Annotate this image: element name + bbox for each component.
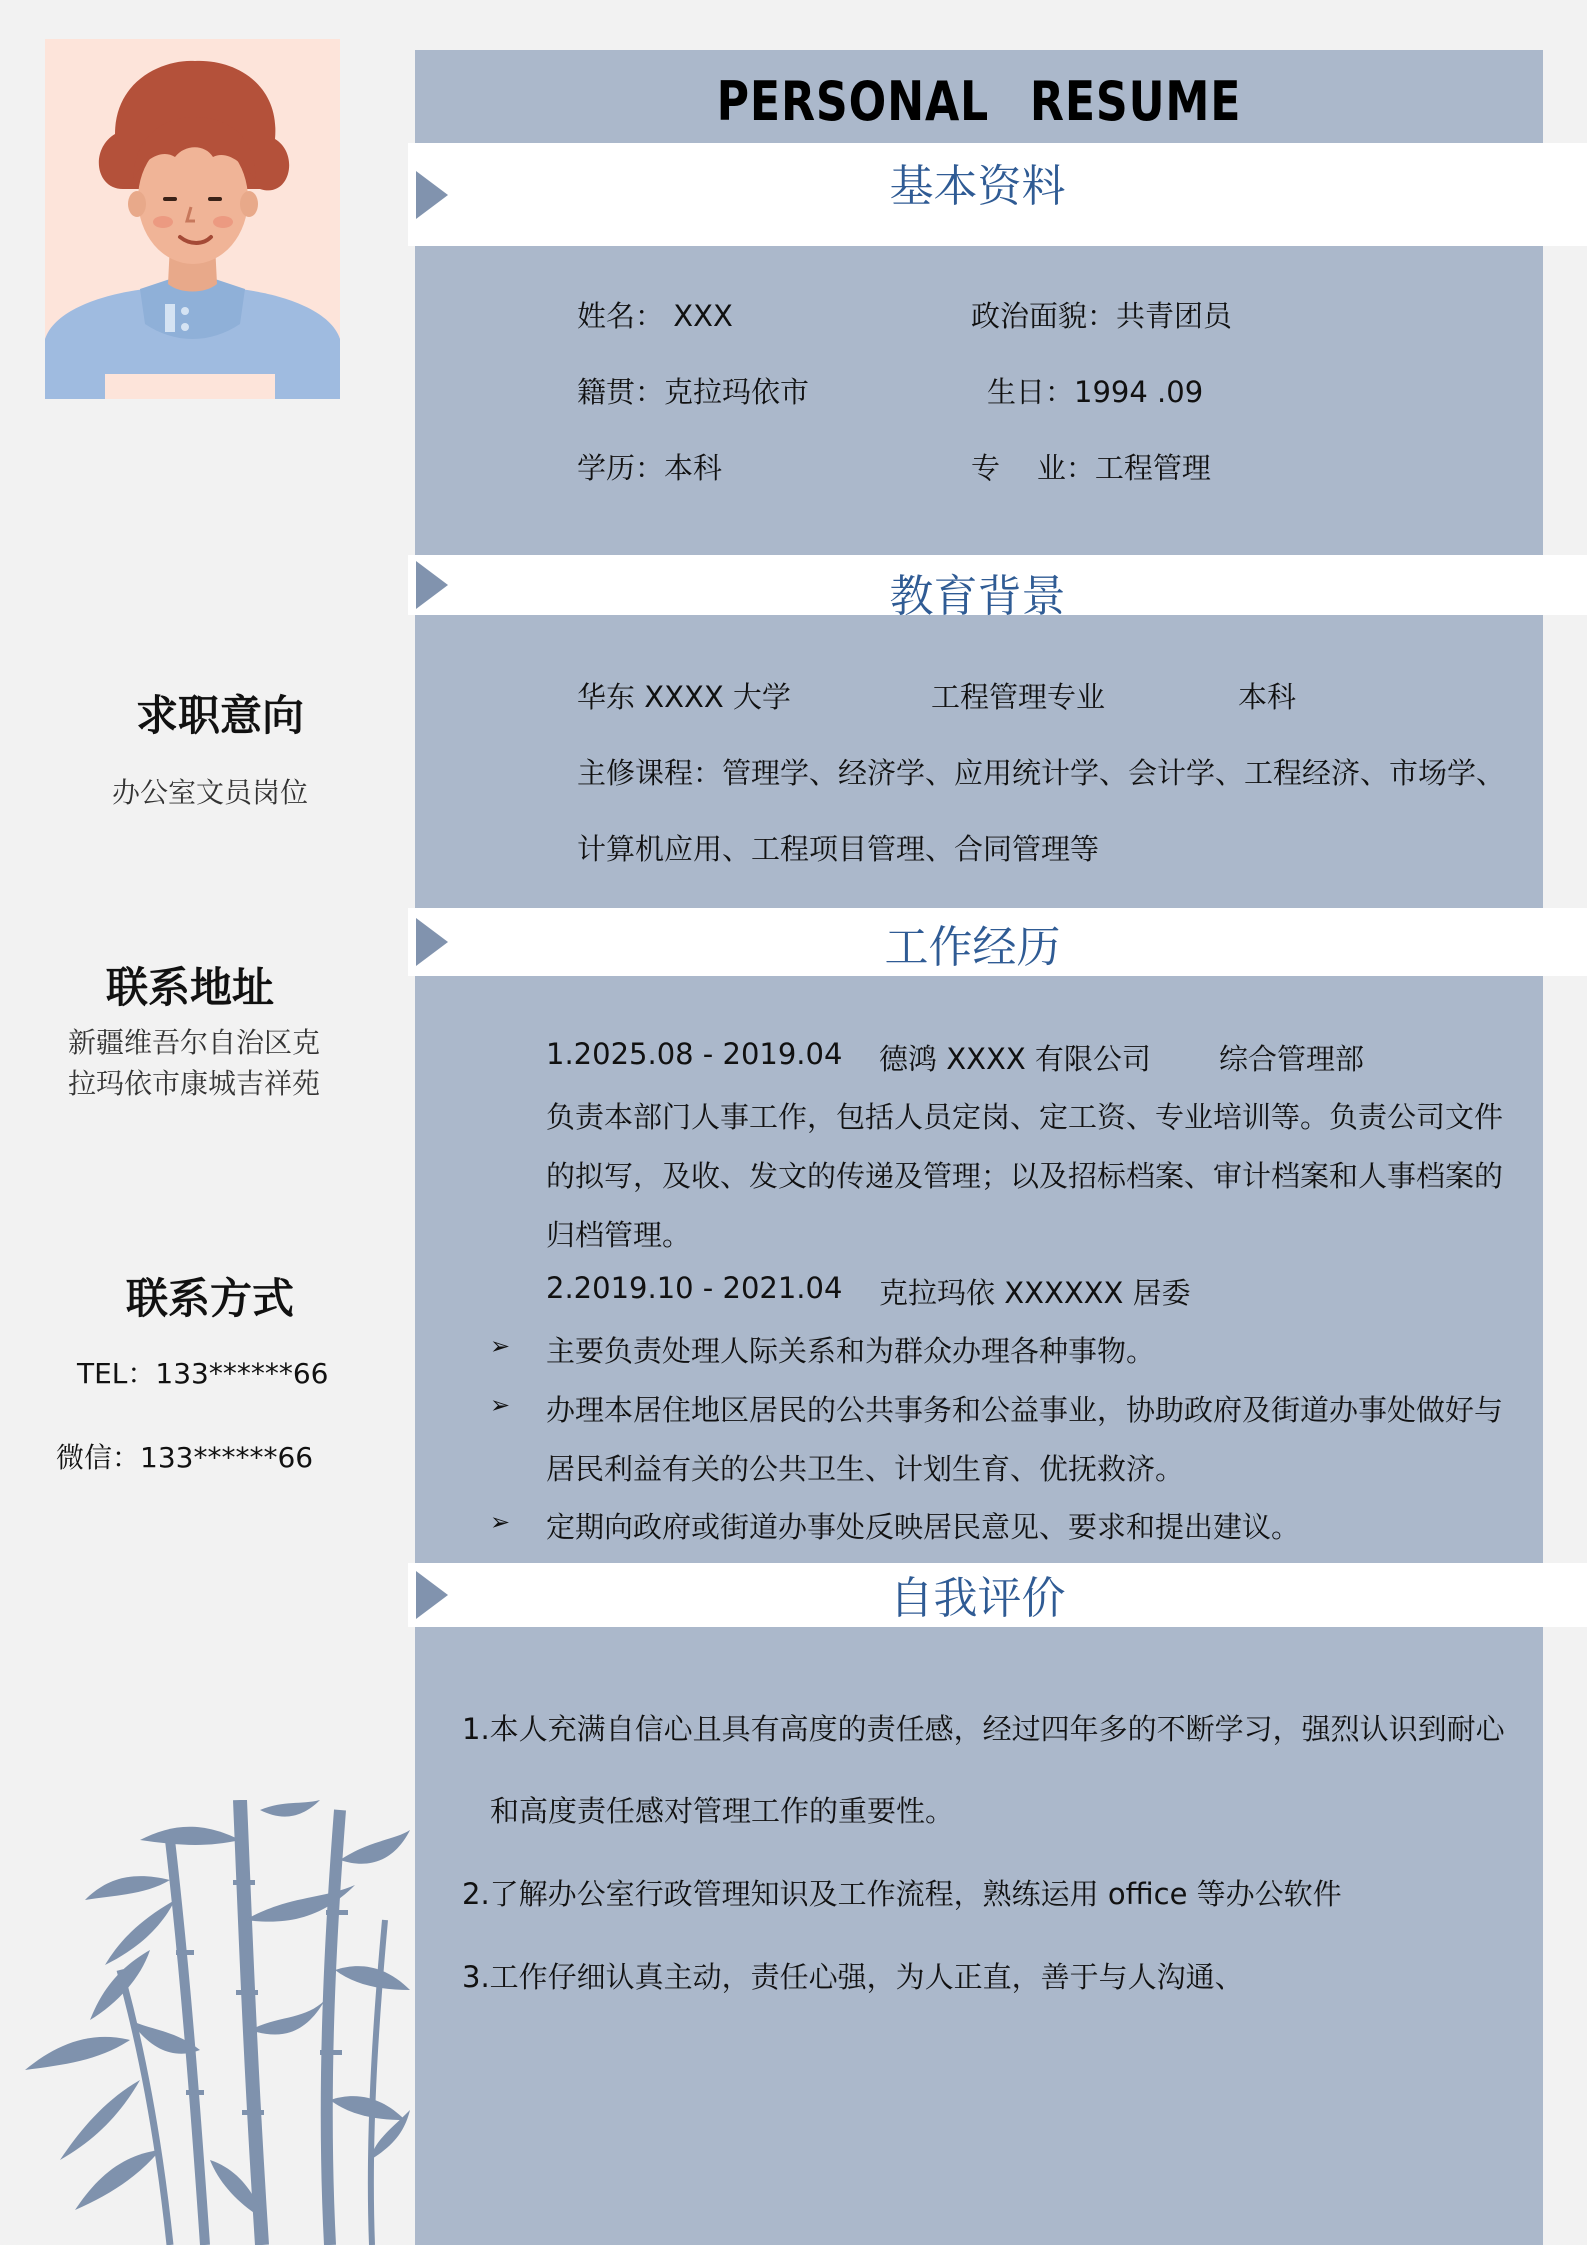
tel-value: TEL：133******66 xyxy=(77,1357,329,1390)
job2-bullet-2-line-1: 办理本居住地区居民的公共事务和公益事业，协助政府及街道办事处做好与 xyxy=(546,1393,1504,1427)
education-courses-line-1: 主修课程：管理学、经济学、应用统计学、会计学、工程经济、市场学、 xyxy=(577,756,1506,790)
basic-major: 专 业：工程管理 xyxy=(971,451,1211,485)
bullet-arrow-icon: ➢ xyxy=(490,1508,511,1536)
job2-bullet-3: 定期向政府或街道办事处反映居民意见、要求和提出建议。 xyxy=(546,1510,1301,1544)
job1-period: 1.2025.08 - 2019.04 xyxy=(546,1037,843,1071)
section-self-bar xyxy=(408,1563,1587,1627)
title-part-1: PERSONAL xyxy=(716,70,990,133)
job2-bullet-2-line-2: 居民利益有关的公共卫生、计划生育、优抚救济。 xyxy=(546,1452,1185,1486)
objective-value: 办公室文员岗位 xyxy=(112,776,309,809)
section-education-title: 教育背景 xyxy=(889,571,1066,623)
bullet-arrow-icon: ➢ xyxy=(490,1391,511,1419)
wechat-value: 微信：133******66 xyxy=(56,1441,314,1474)
self-item-1-line-2: 和高度责任感对管理工作的重要性。 xyxy=(490,1794,955,1828)
self-item-1-line-1: 1.本人充满自信心且具有高度的责任感，经过四年多的不断学习，强烈认识到耐心 xyxy=(462,1712,1505,1746)
job1-dept: 综合管理部 xyxy=(1219,1042,1365,1076)
page-title xyxy=(517,70,1442,133)
job2-bullet-1: 主要负责处理人际关系和为群众办理各种事物。 xyxy=(546,1334,1156,1368)
job2-company: 克拉玛依 XXXXXX 居委 xyxy=(879,1276,1191,1310)
bamboo-decoration-icon xyxy=(0,1800,410,2245)
basic-birth: 生日：1994 .09 xyxy=(987,375,1204,409)
education-degree: 本科 xyxy=(1238,680,1297,714)
education-courses-line-2: 计算机应用、工程项目管理、合同管理等 xyxy=(577,832,1100,866)
basic-origin: 籍贯：克拉玛依市 xyxy=(577,375,810,409)
address-line-1: 新疆维吾尔自治区克 xyxy=(68,1026,321,1059)
job1-desc-line-3: 归档管理。 xyxy=(546,1218,692,1252)
bullet-arrow-icon: ➢ xyxy=(490,1332,511,1360)
basic-politics: 政治面貌：共青团员 xyxy=(971,299,1233,333)
education-school: 华东 XXXX 大学 xyxy=(577,680,791,714)
section-self-title: 自我评价 xyxy=(889,1572,1066,1624)
address-line-2: 拉玛依市康城吉祥苑 xyxy=(68,1067,321,1100)
section-work-title: 工作经历 xyxy=(884,922,1061,974)
job1-company: 德鸿 XXXX 有限公司 xyxy=(879,1042,1151,1076)
objective-heading: 求职意向 xyxy=(135,691,304,740)
self-item-2: 2.了解办公室行政管理知识及工作流程，熟练运用 office 等办公软件 xyxy=(462,1877,1342,1911)
avatar xyxy=(45,39,340,399)
section-education-bar xyxy=(408,555,1587,623)
avatar-illustration-icon xyxy=(45,39,340,399)
basic-name: 姓名： XXX xyxy=(577,299,733,333)
job2-period: 2.2019.10 - 2021.04 xyxy=(546,1271,843,1305)
basic-degree: 学历：本科 xyxy=(577,451,723,485)
section-basic-title: 基本资料 xyxy=(889,161,1066,213)
job1-desc-line-2: 的拟写，及收、发文的传递及管理；以及招标档案、审计档案和人事档案的 xyxy=(546,1159,1504,1193)
section-work-bar xyxy=(408,908,1587,976)
contact-heading: 联系方式 xyxy=(125,1274,294,1323)
education-major: 工程管理专业 xyxy=(931,680,1106,714)
section-basic-bar xyxy=(408,143,1587,246)
title-part-2: RESUME xyxy=(1029,70,1242,133)
address-heading: 联系地址 xyxy=(105,963,274,1012)
self-item-3: 3.工作仔细认真主动，责任心强，为人正直，善于与人沟通、 xyxy=(462,1960,1244,1994)
job1-desc-line-1: 负责本部门人事工作，包括人员定岗、定工资、专业培训等。负责公司文件 xyxy=(546,1100,1504,1134)
